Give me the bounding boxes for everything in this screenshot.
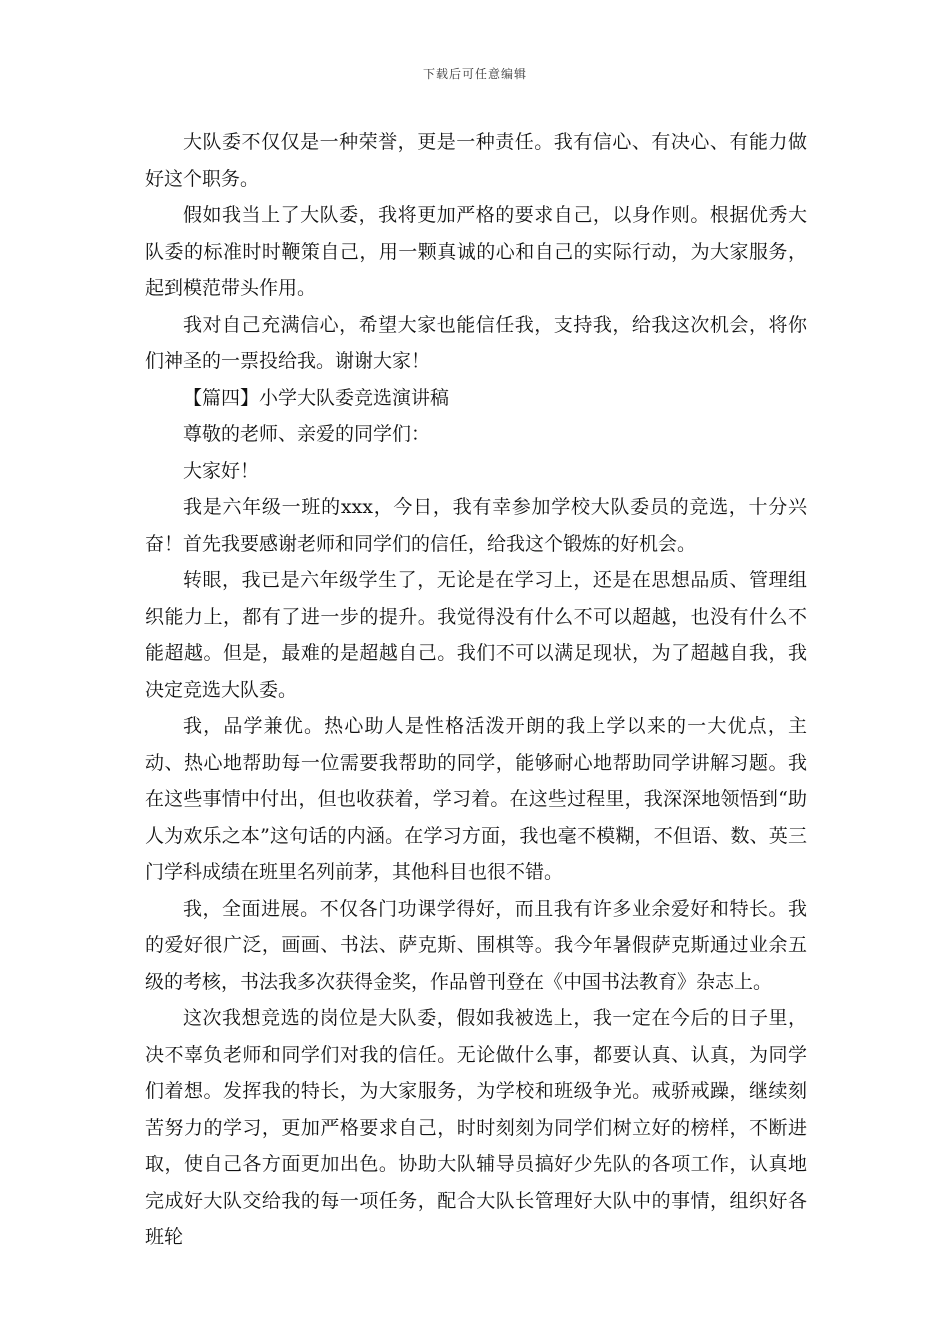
paragraph-10: 我，全面进展。不仅各门功课学得好，而且我有许多业余爱好和特长。我的爱好很广泛，画画、书法、萨克斯、围棋等。我今年暑假萨克斯通过业余五级的考核，书法我多次获得金奖，作品曾刊登在《中国书法教育》杂志上。	[145, 897, 807, 993]
paragraph-11: 这次我想竞选的岗位是大队委，假如我被选上，我一定在今后的日子里，决不辜负老师和同学们对我的信任。无论做什么事，都要认真、认真，为同学们着想。发挥我的特长，为大家服务，为学校和班级争光。戒骄戒躁，继续刻苦努力的学习，更加严格要求自己，时时刻刻为同学们树立好的榜样，不断进取，使自己各方面更加出色。协助大队辅导员搞好少先队的各项工作，认真地完成好大队交给我的每一项任务，配合大队长管理好大队中的事情，组织好各班轮	[145, 1007, 807, 1248]
salutation: 尊敬的老师、亲爱的同学们：	[183, 423, 431, 445]
paragraph-3: 我对自己充满信心，希望大家也能信任我，支持我，给我这次机会，将你们神圣的一票投给我。谢谢大家！	[145, 313, 807, 372]
paragraph-7: 我是六年级一班的xxx，今日，我有幸参加学校大队委员的竞选，十分兴奋！首先我要感谢老师和同学们的信任，给我这个锻炼的好机会。	[145, 496, 807, 555]
greeting: 大家好！	[183, 459, 260, 482]
page-header: 下载后可任意编辑	[422, 67, 527, 81]
paragraph-2: 假如我当上了大队委，我将更加严格的要求自己，以身作则。根据优秀大队委的标准时时鞭策自己，用一颗真诚的心和自己的实际行动，为大家服务，起到模范带头作用。	[145, 204, 807, 299]
section-title: 【篇四】小学大队委竞选演讲稿	[183, 386, 450, 409]
paragraph-9: 我，品学兼优。热心助人是性格活泼开朗的我上学以来的一大优点，主动、热心地帮助每一位需要我帮助的同学，能够耐心地帮助同学讲解习题。我在这些事情中付出，但也收获着，学习着。在这些过程里，我深深地领悟到“助人为欢乐之本”这句话的内涵。在学习方面，我也毫不模糊，不但语、数、英三门学科成绩在班里名列前茅，其他科目也很不错。	[145, 715, 807, 883]
paragraph-8: 转眼，我已是六年级学生了，无论是在学习上，还是在思想品质、管理组织能力上，都有了进一步的提升。我觉得没有什么不可以超越，也没有什么不能超越。但是，最难的是超越自己。我们不可以满足现状，为了超越自我，我决定竞选大队委。	[145, 569, 807, 701]
document-body	[145, 124, 807, 1256]
paragraph-1: 大队委不仅仅是一种荣誉，更是一种责任。我有信心、有决心、有能力做好这个职务。	[145, 131, 807, 190]
